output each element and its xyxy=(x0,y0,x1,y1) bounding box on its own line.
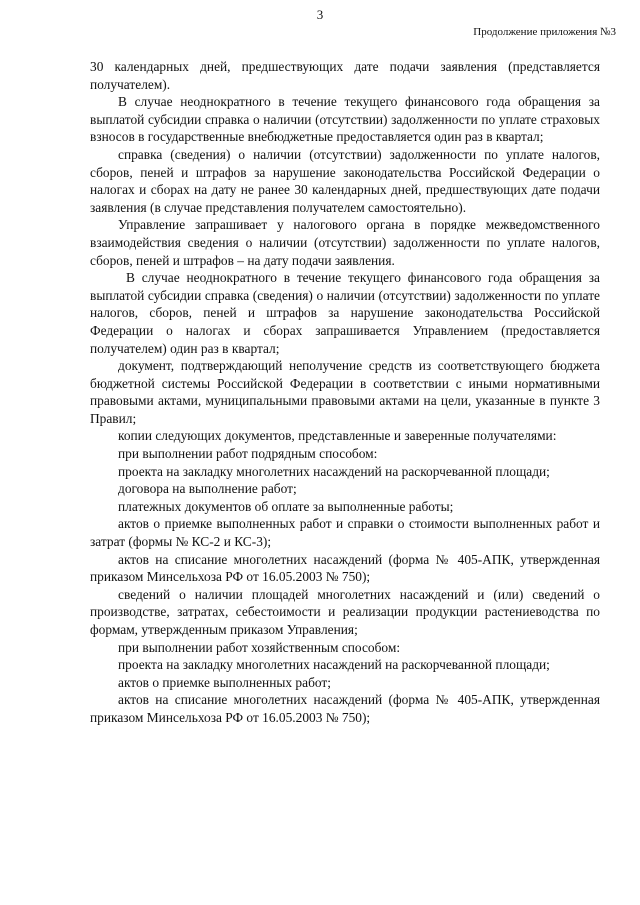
paragraph: Управление запрашивает у налогового органа в порядке межведомственного взаимодействия сведения о наличии (отсутствии) задолженности по уплате налогов, сборов, пеней и штрафов – на дату подачи заявления. xyxy=(90,217,600,268)
paragraph: актов о приемке выполненных работ и справки о стоимости выполненных работ и затрат (формы № КС-2 и КС-3); xyxy=(90,516,600,550)
paragraph: В случае неоднократного в течение текущего финансового года обращения за выплатой субсидии справка (сведения) о наличии (отсутствии) задолженности по уплате налогов, сборов, пеней и штрафов за нарушение законодательства Российской Федерации о налогах и сборах запрашивается Управлением (предоставляется получателем) один раз в квартал; xyxy=(90,270,600,356)
paragraph: проекта на закладку многолетних насаждений на раскорчеванной площади; xyxy=(118,657,550,673)
paragraph: при выполнении работ хозяйственным способом: xyxy=(118,639,401,655)
document-body xyxy=(90,58,600,727)
appendix-note: Продолжение приложения №3 xyxy=(473,26,616,38)
paragraph: проекта на закладку многолетних насаждений на раскорчеванной площади; xyxy=(118,463,550,479)
paragraph: справка (сведения) о наличии (отсутствии) задолженности по уплате налогов, сборов, пеней и штрафов за нарушение законодательства Российской Федерации о налогах и сборах на дату не ранее 30 календарных дней, предшествующих дате подачи заявления (в случае представления получателем самостоятельно). xyxy=(90,146,600,215)
paragraph: договора на выполнение работ; xyxy=(118,481,297,497)
paragraph: при выполнении работ подрядным способом: xyxy=(118,446,378,462)
paragraph: актов на списание многолетних насаждений (форма № 405-АПК, утвержденная приказом Минсельхоза РФ от 16.05.2003 № 750); xyxy=(90,551,600,585)
paragraph: 30 календарных дней, предшествующих дате подачи заявления (представляется получателем). xyxy=(90,59,600,92)
paragraph: документ, подтверждающий неполучение средств из соответствующего бюджета бюджетной системы Российской Федерации в соответствии с иными нормативными правовыми актами, муниципальными правовыми актами на цели, указанные в пункте 3 Правил; xyxy=(90,358,600,426)
paragraph: копии следующих документов, представленные и заверенные получателями: xyxy=(118,428,557,444)
paragraph: В случае неоднократного в течение текущего финансового года обращения за выплатой субсидии справка о наличии (отсутствии) задолженности по уплате страховых взносов в государственные внебюджетные предоставляется один раз в квартал; xyxy=(90,94,600,145)
paragraph: сведений о наличии площадей многолетних насаждений и (или) сведений о производстве, затратах, себестоимости и реализации продукции растениеводства по формам, утвержденным приказом Управления; xyxy=(90,586,600,637)
paragraph: актов на списание многолетних насаждений (форма № 405-АПК, утвержденная приказом Минсельхоза РФ от 16.05.2003 № 750); xyxy=(90,692,600,725)
paragraph: актов о приемке выполненных работ; xyxy=(118,674,331,690)
page-number: 3 xyxy=(316,7,324,22)
paragraph: платежных документов об оплате за выполненные работы; xyxy=(118,498,454,514)
